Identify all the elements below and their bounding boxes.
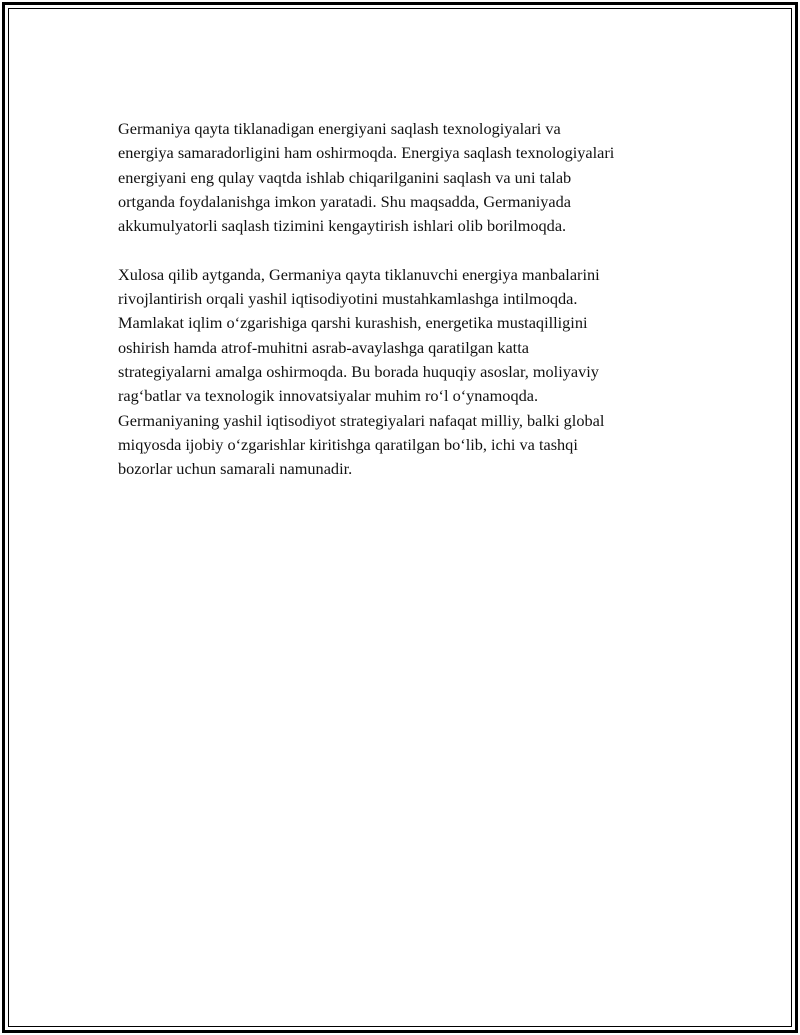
paragraph-conclusion: Xulosa qilib aytganda, Germaniya qayta tiklanuvchi energiya manbalarini rivojlantirish orqali yashil iqtisodiyotini mustahkamlashga intilmoqda. Mamlakat iqlim oʻzgarishiga qarshi kurashish, energetika mustaqilligini oshirish hamda atrof-muhitni asrab-avaylashga qaratilgan katta strategiyalarni amalga oshirmoqda. Bu borada huquqiy asoslar, moliyaviy ragʻbatlar va texnologik innovatsiyalar muhim roʻl oʻynamoqda. Germaniyaning yashil iqtisodiyot strategiyalari nafaqat milliy, balki global miqyosda ijobiy oʻzgarishlar kiritishga qaratilgan boʻlib, ichi va tashqi bozorlar uchun samarali namunadir. [118, 264, 605, 479]
document-body [118, 117, 698, 506]
paragraph-energy-storage: Germaniya qayta tiklanadigan energiyani saqlash texnologiyalari va energiya samaradorligini ham oshirmoqda. Energiya saqlash texnologiyalari energiyani eng qulay vaqtda ishlab chiqarilganini saqlash va uni talab ortganda foydalanishga imkon yaratadi. Shu maqsadda, Germaniyada akkumulyatorli saqlash tizimini kengaytirish ishlari olib borilmoqda. [118, 119, 615, 236]
